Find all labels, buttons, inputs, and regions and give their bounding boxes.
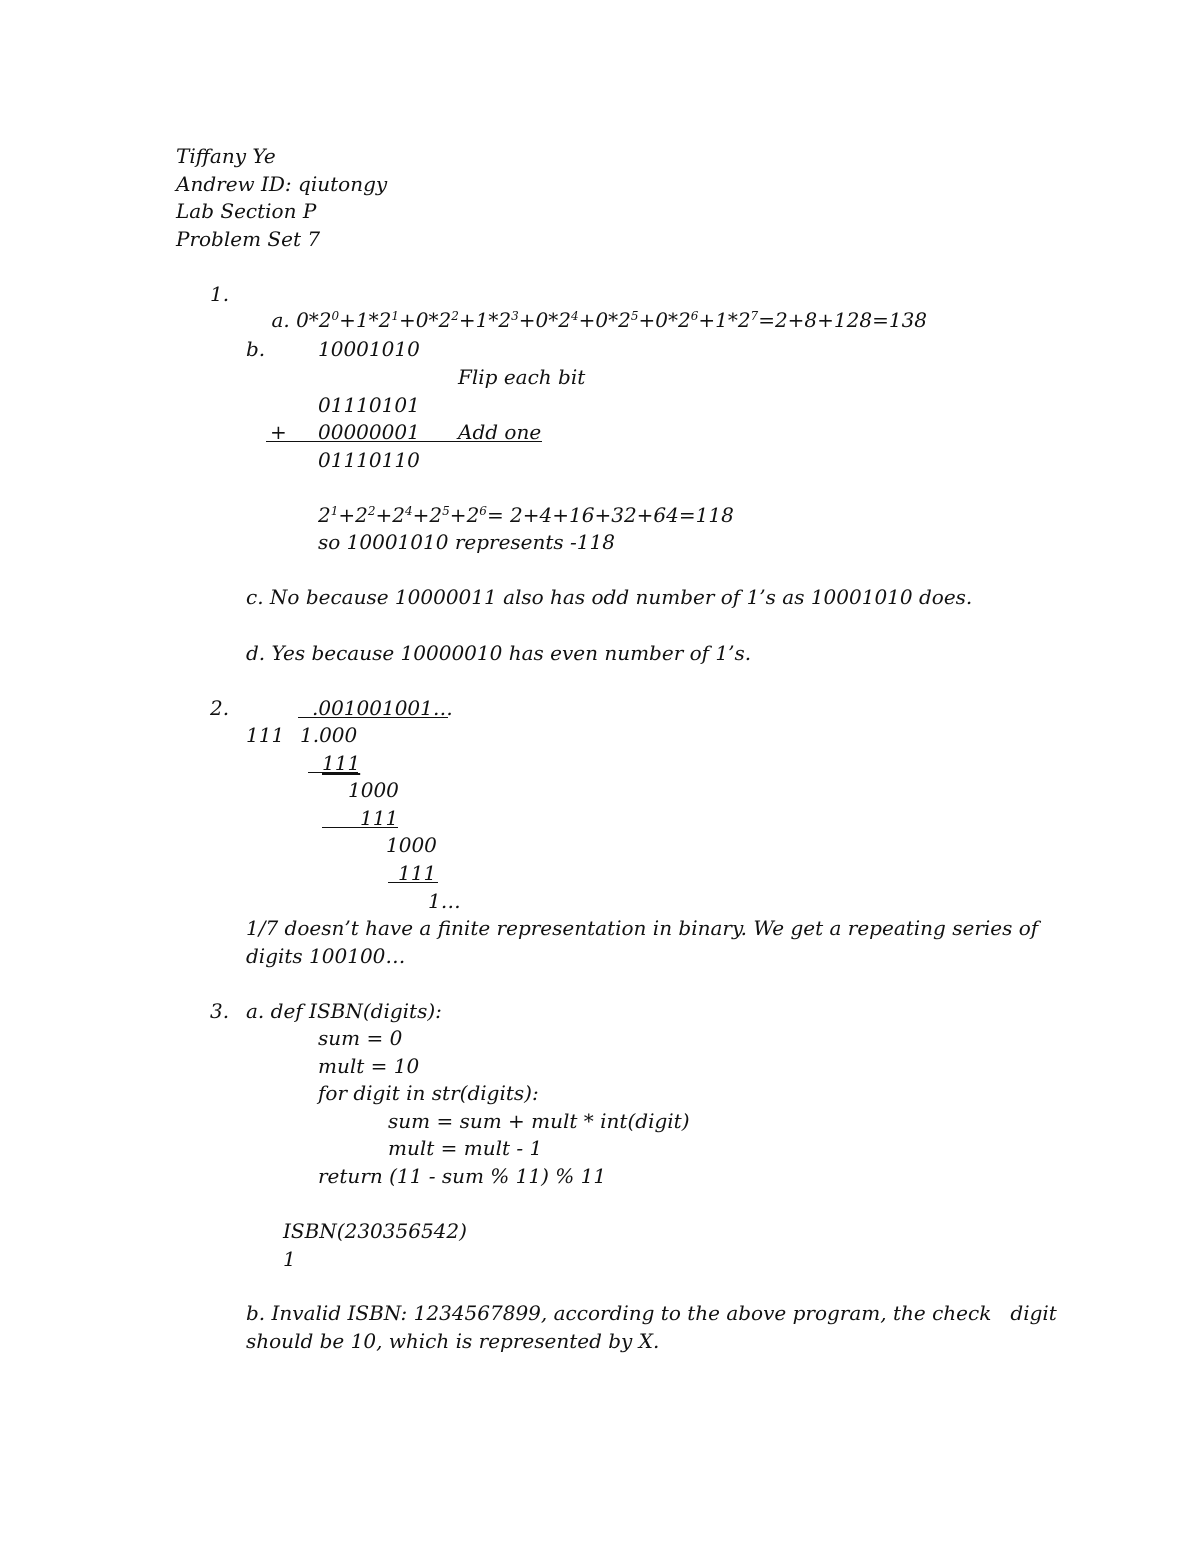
q1a-term-base: 1*2 — [715, 308, 751, 332]
q3b-line1: b. Invalid ISBN: 1234567899, according to the above program, the check digit — [246, 1301, 1057, 1325]
q3a-code-mult-init: mult = 10 — [318, 1054, 420, 1078]
q1a-label: a. — [271, 308, 290, 332]
q1b-powers-term-exponent: 1 — [330, 504, 339, 518]
q1b-powers-term-base: 2 — [318, 503, 331, 527]
q1a-term-operator: + — [698, 308, 716, 332]
q1a-term-operator: + — [518, 308, 536, 332]
q1a-term-operator: + — [399, 308, 416, 332]
q1b-powers-term-base: 2 — [355, 503, 368, 527]
q2-quotient: .001001001… — [312, 696, 453, 720]
problem-set-title: Problem Set 7 — [176, 227, 321, 251]
q1b-add-note: Add one — [458, 420, 542, 444]
q1b-flipped: 01110101 — [318, 393, 420, 417]
q1b-powers-term-operator: + — [449, 503, 467, 527]
q2-dividend: 1.000 — [300, 723, 358, 747]
q2-explanation-line1: 1/7 doesn’t have a finite representation in binary. We get a repeating series of — [246, 916, 1039, 940]
q1b-powers-term-exponent: 2 — [367, 504, 376, 518]
q1a-term-operator: + — [638, 308, 656, 332]
q2-step-1: 111 — [322, 751, 361, 775]
q3b-line2: should be 10, which is represented by X. — [246, 1329, 660, 1353]
q1b-powers-term-exponent: 5 — [442, 504, 450, 518]
q2-step-1-rule — [308, 772, 358, 773]
q2-step-5: 111 — [398, 861, 437, 885]
q1b-powers-terms — [318, 503, 487, 527]
q1a-term-exponent: 7 — [750, 309, 759, 323]
q1b-original: 10001010 — [318, 337, 420, 361]
q1a-term-operator: + — [339, 308, 356, 332]
q1a-result: =2+8+128=138 — [758, 308, 928, 332]
q1b-powers-term-operator: + — [375, 503, 393, 527]
q1a-term-exponent: 4 — [570, 309, 579, 323]
q1a-term-base: 0*2 — [296, 308, 332, 332]
q1a-term-exponent: 2 — [451, 309, 459, 323]
q1b-one: 00000001 — [318, 420, 420, 444]
author-name: Tiffany Ye — [176, 144, 276, 168]
q1b-powers-term-operator: + — [338, 503, 356, 527]
q1-number: 1. — [210, 282, 230, 306]
q1a-term-exponent: 3 — [511, 309, 519, 323]
q1a-term-operator: + — [458, 308, 476, 332]
q3a-code-sum-update: sum = sum + mult * int(digit) — [388, 1109, 690, 1133]
q1d-answer: d. Yes because 10000010 has even number of 1’s. — [246, 641, 752, 665]
q1b-flip-note: Flip each bit — [458, 365, 586, 389]
andrew-id: Andrew ID: qiutongy — [176, 172, 388, 196]
q1a-term-exponent: 0 — [331, 309, 340, 323]
q2-step-3-rule — [322, 827, 398, 828]
q2-step-4: 1000 — [386, 833, 437, 857]
q3a-code-for-loop: for digit in str(digits): — [318, 1081, 539, 1105]
q1b-powers-term-operator: + — [412, 503, 430, 527]
q1b-powers-term-exponent: 4 — [405, 504, 413, 518]
q1a-term-base: 1*2 — [355, 308, 392, 332]
q3a-code-return: return (11 - sum % 11) % 11 — [318, 1164, 607, 1188]
q1a-term-base: 1*2 — [475, 308, 512, 332]
q1a-term-exponent: 1 — [391, 309, 400, 323]
q2-number: 2. — [210, 696, 230, 720]
q3a-def-line: a. def ISBN(digits): — [246, 999, 442, 1023]
q1b-powers-term-base: 2 — [466, 503, 480, 527]
q1a-term-base: 0*2 — [535, 308, 571, 332]
q2-step-3: 111 — [360, 806, 399, 830]
q1b-sum: 01110110 — [318, 448, 420, 472]
q1a-term-base: 0*2 — [655, 308, 691, 332]
q1a-term-operator: + — [578, 308, 596, 332]
q3a-output: 1 — [283, 1247, 296, 1271]
q1b-powers-result: = 2+4+16+32+64=118 — [486, 503, 734, 527]
q1a-term-exponent: 6 — [690, 309, 699, 323]
q1a-terms — [296, 308, 758, 332]
q1b-powers-term-base: 2 — [392, 503, 406, 527]
q1b-powers-term-base: 2 — [429, 503, 443, 527]
q3a-code-sum-init: sum = 0 — [318, 1026, 403, 1050]
q1a-term-base: 0*2 — [415, 308, 452, 332]
q3a-call: ISBN(230356542) — [283, 1219, 467, 1243]
q1b-label: b. — [246, 337, 266, 361]
q1b-sum-rule — [266, 441, 542, 442]
q1a-term-base: 0*2 — [595, 308, 631, 332]
q2-quotient-rule — [298, 717, 448, 718]
q1b-powers-term-exponent: 6 — [479, 504, 487, 518]
q1b-powers — [318, 502, 734, 528]
q2-step-5-rule — [388, 882, 438, 883]
q1a-term-exponent: 5 — [630, 309, 639, 323]
q3a-code-mult-update: mult = mult - 1 — [388, 1136, 543, 1160]
q2-step-6: 1… — [428, 889, 461, 913]
q2-divisor: 111 — [246, 723, 285, 747]
q1b-plus: + — [270, 420, 287, 444]
q3-number: 3. — [210, 999, 230, 1023]
q2-explanation-line2: digits 100100… — [246, 944, 406, 968]
q1b-conclusion: so 10001010 represents -118 — [318, 530, 615, 554]
q1c-answer: c. No because 10000011 also has odd number of 1’s as 10001010 does. — [246, 585, 973, 609]
q2-step-2: 1000 — [348, 778, 399, 802]
lab-section: Lab Section P — [176, 199, 317, 223]
